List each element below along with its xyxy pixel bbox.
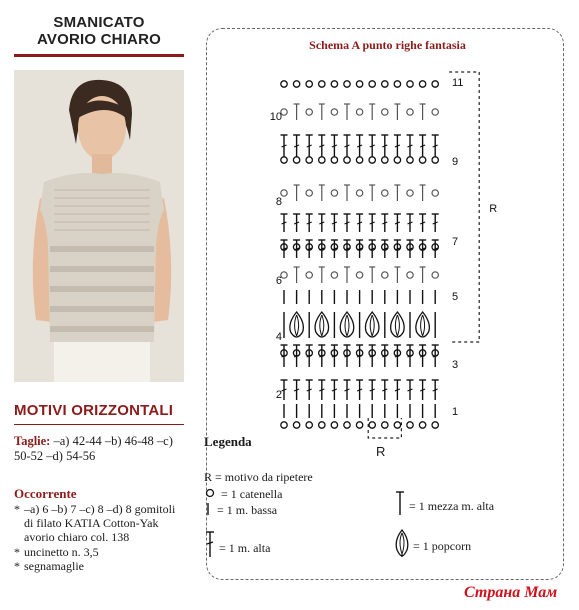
chain-stitch [382, 81, 388, 87]
popcorn-stitch [395, 315, 397, 336]
chain-stitch [356, 422, 362, 428]
materials-item: * uncinetto n. 3,5 [14, 544, 99, 559]
chain-stitch [306, 81, 312, 87]
chain-stitch [281, 81, 287, 87]
chain-stitch [356, 190, 362, 196]
popcorn-stitch [297, 315, 299, 336]
row-number-label: 3 [452, 359, 459, 371]
legend-dc-row [204, 530, 270, 558]
chain-stitch [344, 81, 350, 87]
popcorn-stitch [322, 315, 324, 336]
chain-stitch [293, 422, 299, 428]
row-number-label: 7 [452, 236, 459, 248]
chain-stitch [432, 109, 438, 115]
chain-stitch [319, 81, 325, 87]
legend-popcorn-row [394, 528, 471, 558]
chain-stitch [306, 190, 312, 196]
chain-stitch [356, 109, 362, 115]
chain-stitch [382, 157, 388, 163]
chain-stitch [356, 157, 362, 163]
chain-stitch [394, 422, 400, 428]
half-double-crochet-icon [394, 490, 406, 516]
scheme-panel [196, 0, 579, 610]
chain-stitch [369, 157, 375, 163]
chain-stitch [407, 81, 413, 87]
row-number-label: 1 [452, 406, 459, 418]
row-number-label: 6 [275, 275, 282, 287]
chain-stitch [344, 157, 350, 163]
chain-stitch [369, 422, 375, 428]
popcorn-stitch [397, 315, 399, 336]
chain-stitch [432, 422, 438, 428]
chain-stitch [306, 422, 312, 428]
chain-stitch [331, 109, 337, 115]
chain-stitch [293, 81, 299, 87]
chain-stitch [281, 157, 287, 163]
materials-item: * –a) 6 –b) 7 –c) 8 –d) 8 gomitoli di filato KATIA Cotton-Yak avorio chiaro col. 138 [14, 502, 176, 545]
double-crochet-icon [204, 530, 216, 558]
chain-stitch [394, 81, 400, 87]
single-crochet-icon [204, 502, 214, 516]
title-rule [14, 54, 184, 57]
repeat-label-right: R [489, 203, 498, 215]
popcorn-stitch [423, 315, 425, 336]
title-line-2: AVORIO CHIARO [37, 31, 161, 48]
section-title: MOTIVI ORIZZONTALI [14, 402, 174, 419]
chain-stitch [432, 190, 438, 196]
pattern-title [14, 14, 184, 48]
left-column [0, 0, 190, 610]
chain-stitch [382, 109, 388, 115]
chain-stitch [356, 81, 362, 87]
chain-stitch [407, 422, 413, 428]
chain-stitch [382, 272, 388, 278]
legend-hdc-row [394, 490, 494, 516]
sizes-text [14, 434, 186, 464]
row-number-label: 5 [452, 291, 459, 303]
chain-stitch [331, 190, 337, 196]
scheme-title: Schema A punto righe fantasia [309, 38, 466, 52]
chain-stitch [419, 81, 425, 87]
section-rule [14, 424, 184, 425]
row-number-label: 2 [275, 389, 282, 401]
popcorn-stitch [320, 315, 322, 336]
row-number-label: 4 [275, 331, 282, 343]
materials-item: * segnamaglie [14, 558, 84, 573]
legend-sc: = 1 m. bassa [217, 503, 278, 517]
legend-hdc: = 1 mezza m. alta [409, 499, 495, 513]
chain-stitch [293, 157, 299, 163]
row-number-label: 9 [452, 156, 459, 168]
legend-repeat: R = motivo da ripetere [204, 470, 313, 484]
sizes-label: Taglie: [14, 434, 51, 448]
crochet-chart [196, 0, 579, 440]
chain-stitch [331, 422, 337, 428]
legend-chain-row [204, 486, 282, 502]
chain-stitch [382, 422, 388, 428]
chain-stitch [407, 109, 413, 115]
watermark: Страна Мам [464, 584, 558, 601]
chain-stitch [319, 157, 325, 163]
chain-stitch [306, 272, 312, 278]
row-number-label: 11 [452, 77, 464, 89]
sizes-values: –a) 42-44 –b) 46-48 –c) 50-52 –d) 54-56 [14, 434, 173, 463]
chain-stitch [356, 272, 362, 278]
chain-stitch [407, 272, 413, 278]
popcorn-stitch [372, 315, 374, 336]
chain-icon [204, 486, 218, 500]
chain-stitch [432, 81, 438, 87]
title-line-1: SMANICATO [53, 14, 145, 31]
legend-title: Legenda [204, 434, 252, 449]
chain-stitch [331, 157, 337, 163]
popcorn-stitch [345, 315, 347, 336]
chain-stitch [281, 422, 287, 428]
chain-stitch [331, 81, 337, 87]
chain-stitch [419, 157, 425, 163]
row-number-label: 8 [275, 196, 282, 208]
popcorn-stitch [347, 315, 349, 336]
chain-stitch [432, 272, 438, 278]
legend-sc-row [204, 502, 277, 518]
chain-stitch [382, 190, 388, 196]
popcorn-stitch [421, 315, 423, 336]
popcorn-icon [394, 528, 410, 558]
model-photo [14, 70, 184, 382]
chain-stitch [344, 422, 350, 428]
legend-popcorn: = 1 popcorn [413, 539, 472, 553]
row-number-label: 10 [269, 111, 282, 123]
chain-stitch [369, 81, 375, 87]
chain-stitch [319, 422, 325, 428]
materials-list [14, 502, 186, 573]
chain-stitch [419, 422, 425, 428]
chain-stitch [432, 157, 438, 163]
repeat-label-bottom: R [376, 444, 386, 459]
legend-chain: = 1 catenella [221, 487, 283, 501]
chain-stitch [306, 109, 312, 115]
chain-stitch [331, 272, 337, 278]
popcorn-stitch [295, 315, 297, 336]
chain-stitch [394, 157, 400, 163]
chain-stitch [407, 190, 413, 196]
materials-label: Occorrente [14, 486, 77, 501]
popcorn-stitch [370, 315, 372, 336]
chain-stitch [306, 157, 312, 163]
legend-dc: = 1 m. alta [219, 541, 271, 555]
chain-stitch [407, 157, 413, 163]
